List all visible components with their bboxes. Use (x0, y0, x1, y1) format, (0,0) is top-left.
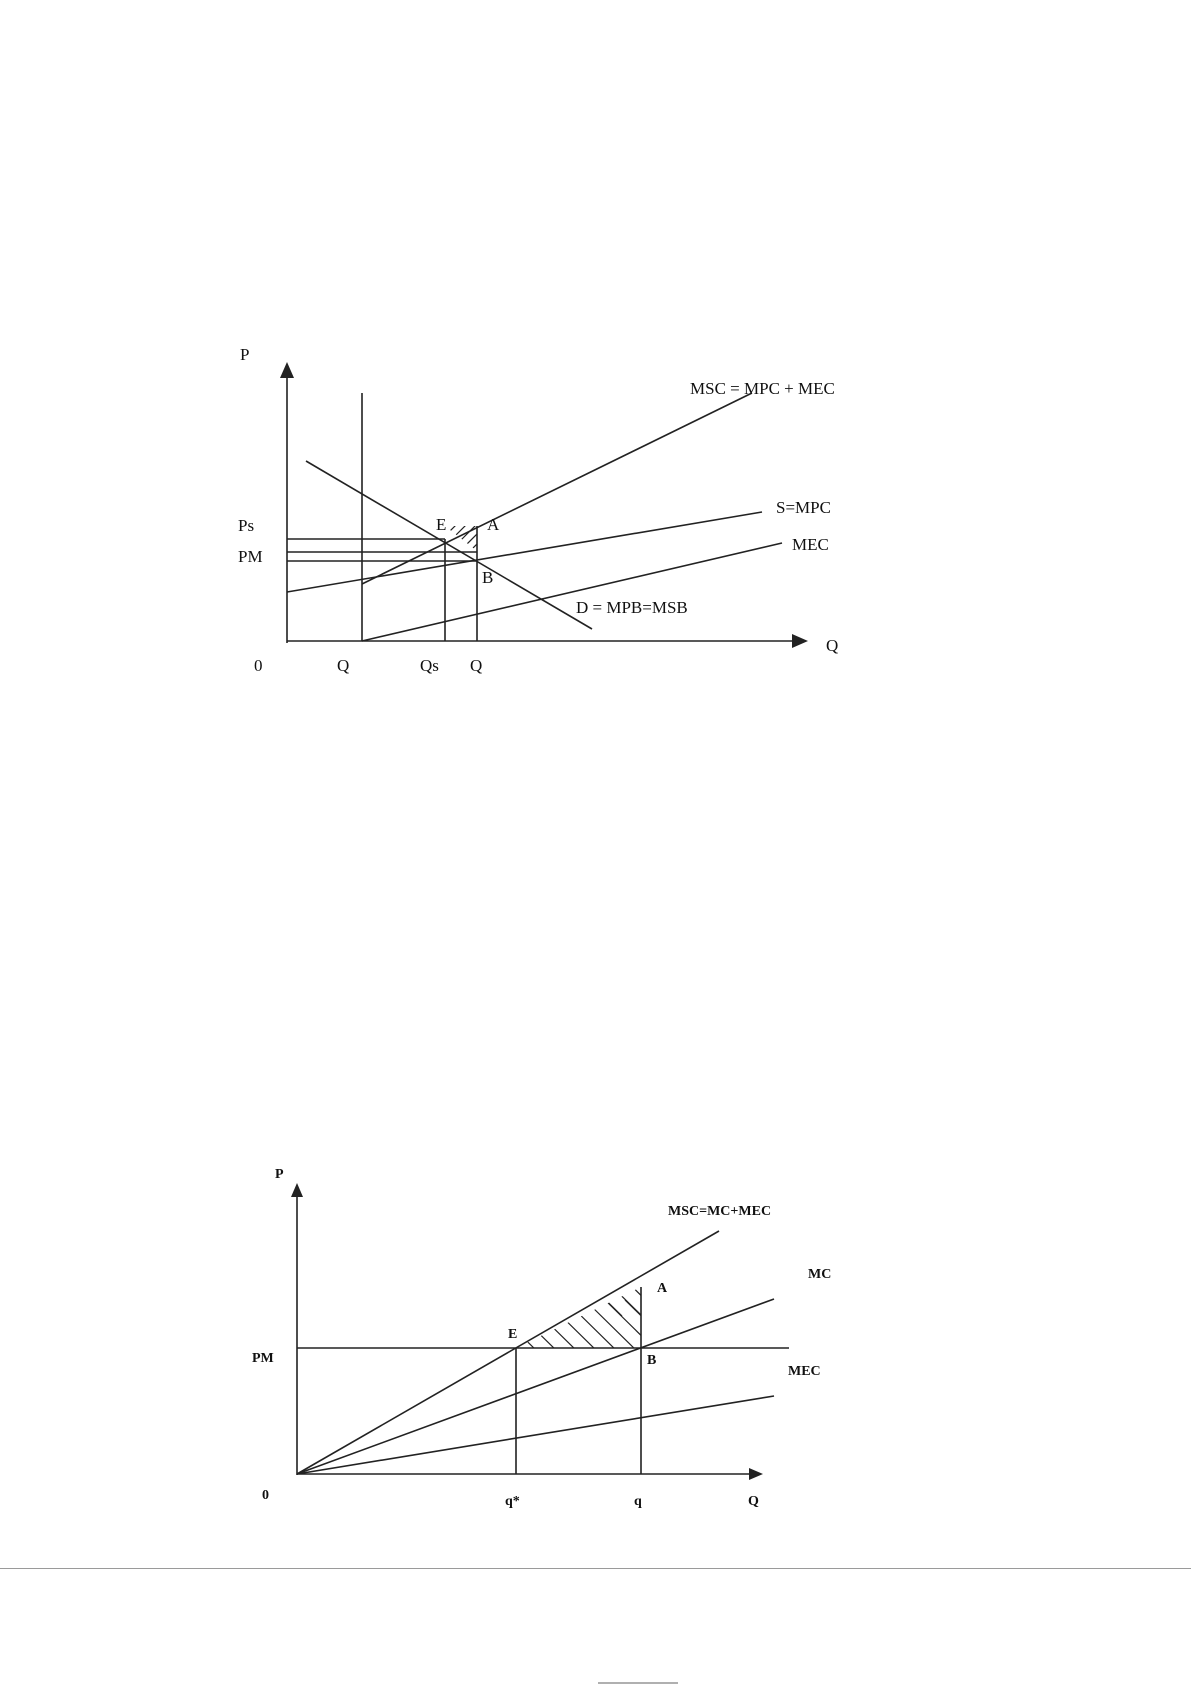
d2-mec-label: MEC (788, 1364, 821, 1379)
externality-diagram-2 (291, 1183, 789, 1480)
d1-point-a: A (487, 515, 500, 534)
d2-quantity-q: q (634, 1494, 642, 1509)
d1-point-e: E (436, 515, 447, 534)
d1-demand-label: D = MPB=MSB (576, 598, 688, 617)
externality-diagram-1 (280, 362, 808, 648)
d2-x-axis-label: Q (748, 1494, 759, 1509)
d1-supply-label: S=MPC (776, 498, 831, 517)
d2-origin-label: 0 (262, 1488, 269, 1503)
d2-quantity-qstar: q* (505, 1494, 520, 1509)
d1-quantity-qs: Qs (420, 656, 439, 675)
diagram-2-labels (252, 1167, 831, 1509)
y-axis-arrow (280, 362, 294, 378)
d1-mec-label: MEC (792, 535, 829, 554)
y-axis-arrow (291, 1183, 303, 1197)
d1-point-b: B (482, 568, 494, 587)
d2-y-axis-label: P (275, 1167, 284, 1182)
mc-curve (297, 1299, 774, 1474)
d1-msc-label: MSC = MPC + MEC (690, 379, 835, 398)
bottom-scan-mark (598, 1682, 678, 1684)
d1-y-axis-label: P (240, 345, 250, 364)
demand-curve (306, 461, 592, 629)
d2-price-pm: PM (252, 1351, 274, 1366)
d2-point-b: B (647, 1353, 657, 1368)
d1-price-pm: PM (238, 547, 263, 566)
d2-point-a: A (657, 1281, 668, 1296)
d2-msc-label: MSC=MC+MEC (668, 1204, 772, 1219)
x-axis-arrow (749, 1468, 763, 1480)
d1-price-ps: Ps (238, 516, 255, 535)
mec-curve (362, 543, 782, 641)
d1-origin-label: 0 (254, 656, 263, 675)
d1-quantity-q1: Q (337, 656, 350, 675)
d2-mc-label: MC (808, 1267, 832, 1282)
d1-x-axis-label: Q (826, 636, 839, 655)
msc-curve (362, 393, 752, 584)
mec-curve (297, 1396, 774, 1474)
d2-point-e: E (508, 1327, 518, 1342)
d1-quantity-q2: Q (470, 656, 483, 675)
diagram-1-labels (238, 345, 838, 675)
footer-divider (0, 1568, 1191, 1569)
x-axis-arrow (792, 634, 808, 648)
